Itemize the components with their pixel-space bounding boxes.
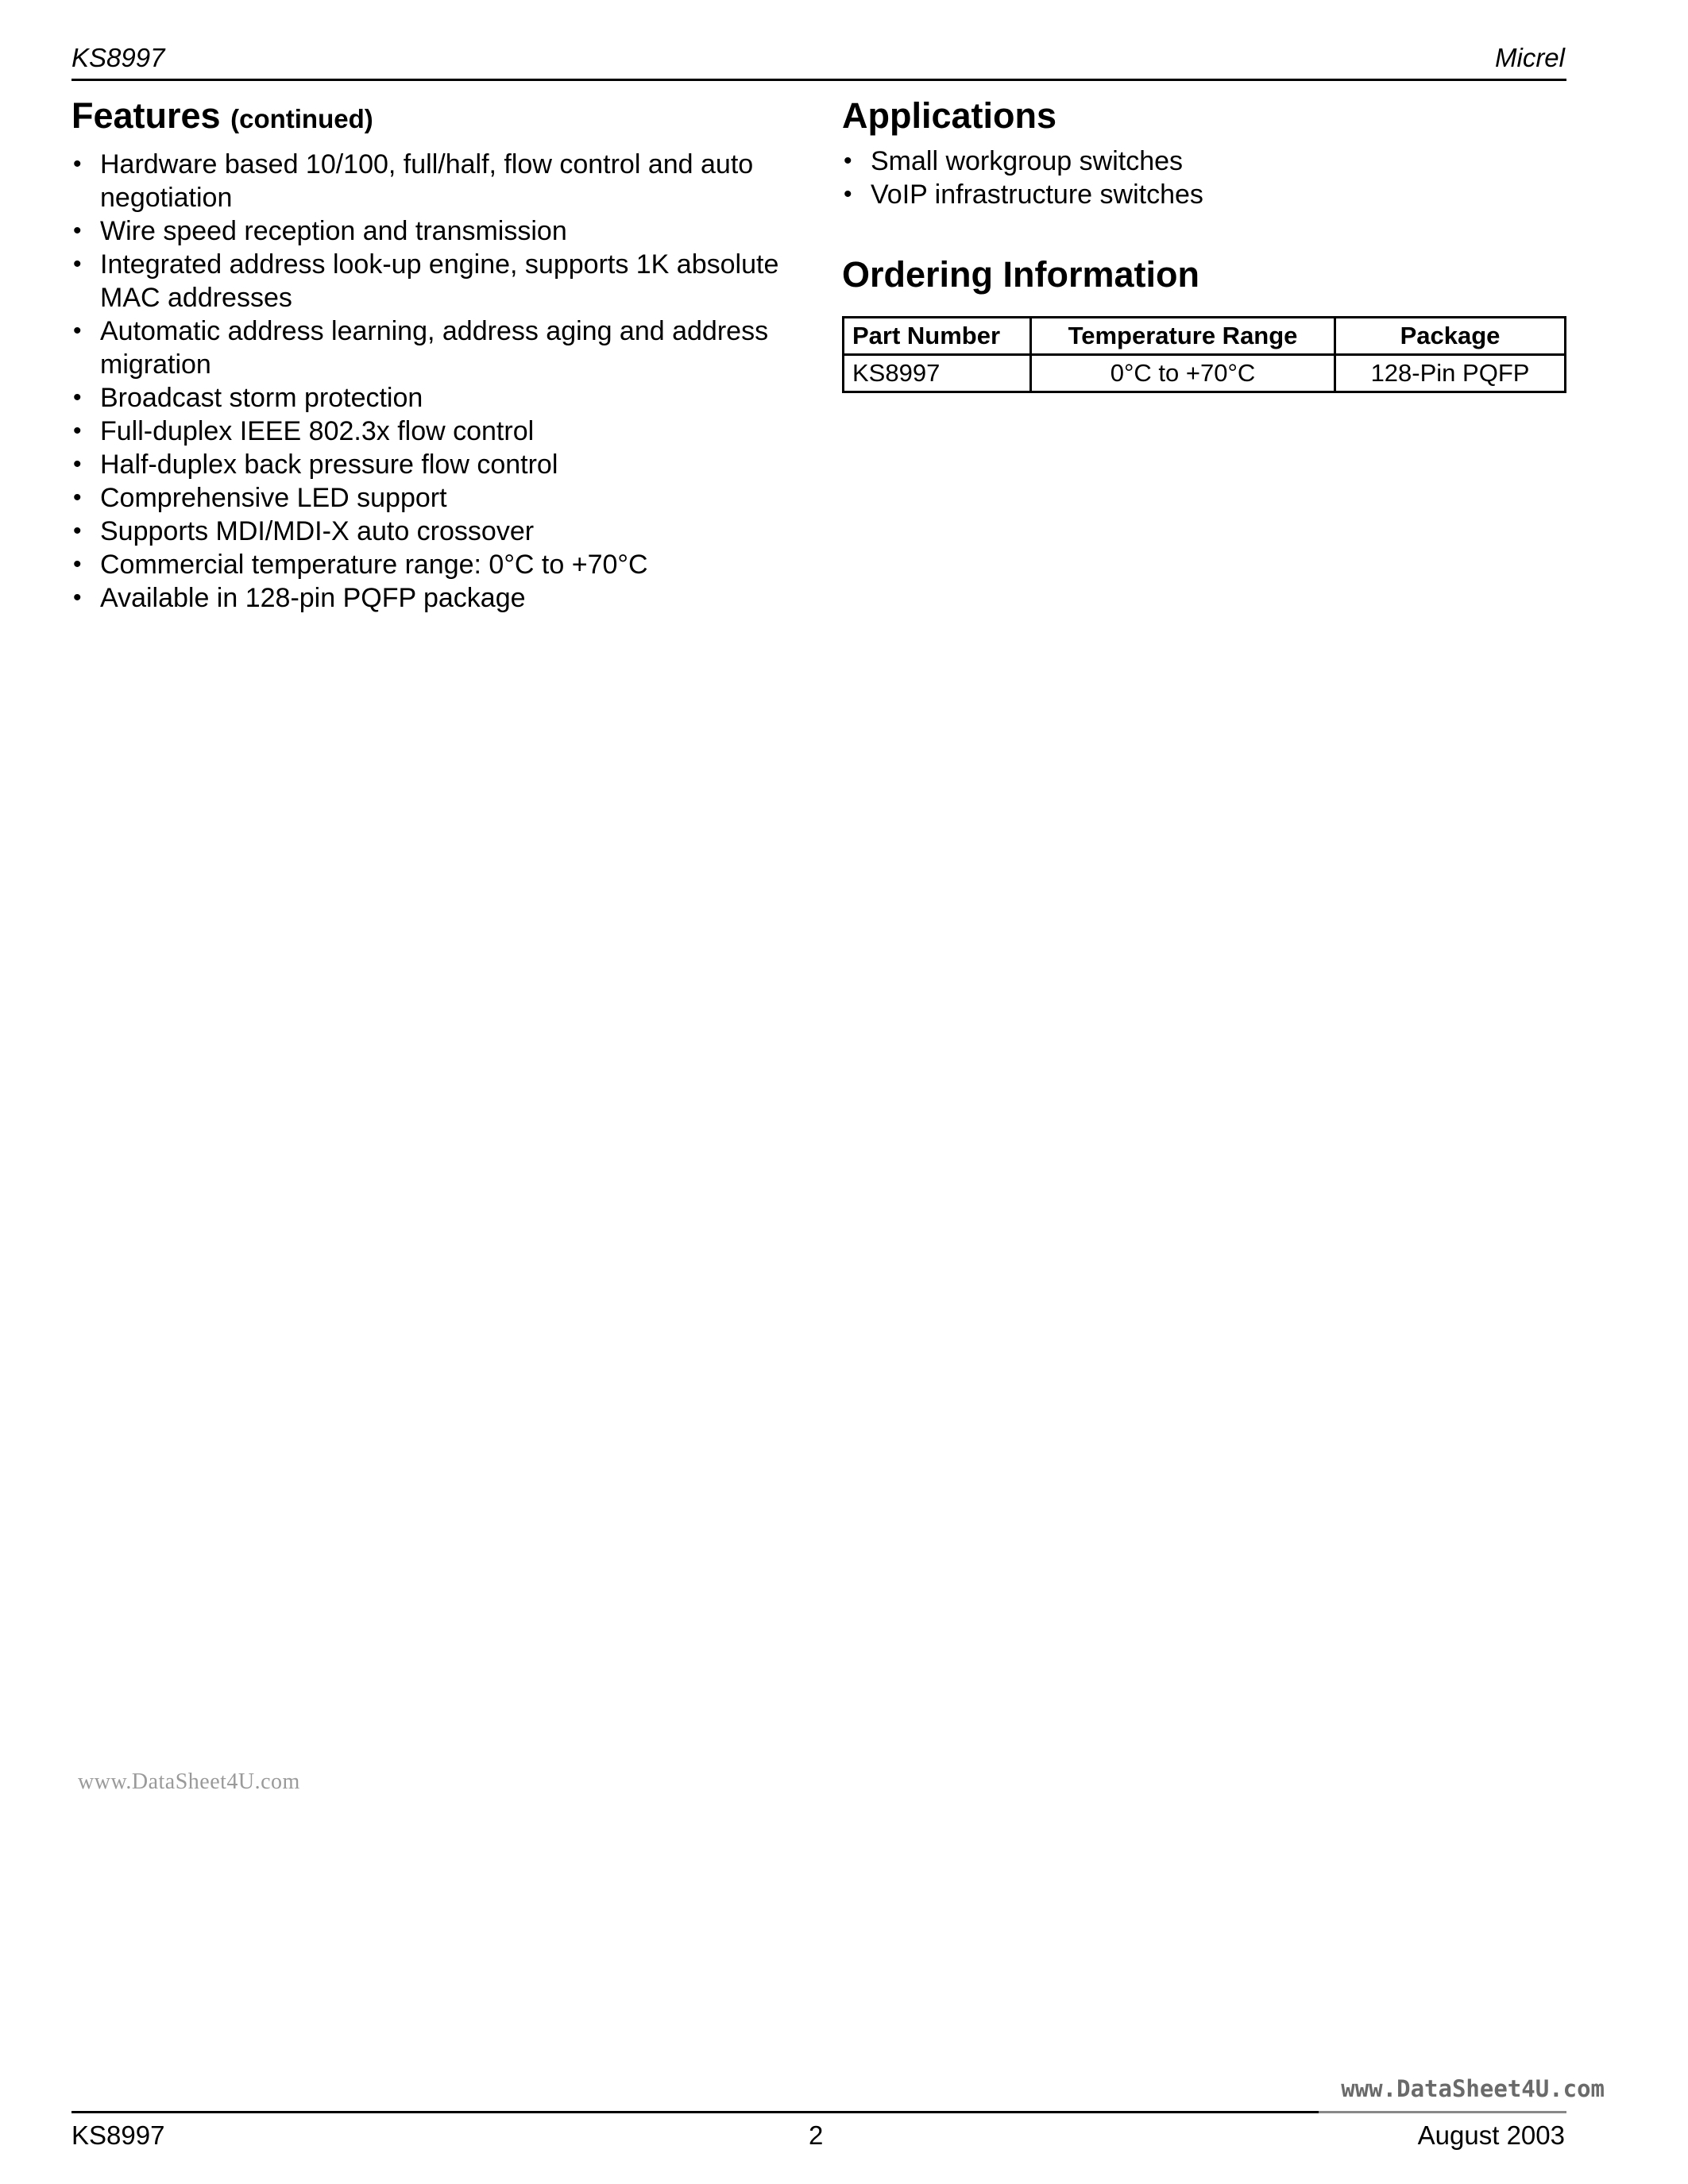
right-column xyxy=(842,94,1566,393)
list-item: • Commercial temperature range: 0°C to +70°C xyxy=(71,548,802,581)
ordering-title: Ordering Information xyxy=(842,254,1199,295)
features-title xyxy=(71,94,802,141)
header-company: Micrel xyxy=(1495,43,1565,72)
header-part-number: KS8997 xyxy=(71,43,165,72)
features-section xyxy=(71,94,802,615)
applications-list xyxy=(842,145,1566,211)
ordering-table xyxy=(842,316,1566,393)
applications-title: Applications xyxy=(842,95,1057,136)
cell-part-number: KS8997 xyxy=(844,355,1031,392)
watermark-text: www.DataSheet4U.com xyxy=(78,1769,300,1794)
list-item: • Small workgroup switches xyxy=(842,145,1566,178)
table-header-row xyxy=(844,318,1566,355)
footer-part-number: KS8997 xyxy=(71,2120,165,2150)
column-header-part-number: Part Number xyxy=(844,318,1031,355)
list-item: • Integrated address look-up engine, supports 1K absolute MAC addresses xyxy=(71,248,802,314)
list-item: • Full-duplex IEEE 802.3x flow control xyxy=(71,415,802,448)
list-item: • Half-duplex back pressure flow control xyxy=(71,448,802,481)
cell-package: 128-Pin PQFP xyxy=(1335,355,1566,392)
column-header-temperature-range: Temperature Range xyxy=(1031,318,1335,355)
list-item: • Wire speed reception and transmission xyxy=(71,214,802,248)
list-item: • VoIP infrastructure switches xyxy=(842,178,1566,211)
list-item: • Available in 128-pin PQFP package xyxy=(71,581,802,615)
footer-rule-light xyxy=(1319,2111,1566,2113)
footer-rule xyxy=(71,2111,1319,2113)
features-title-main: Features xyxy=(71,95,221,136)
cell-temperature-range: 0°C to +70°C xyxy=(1031,355,1335,392)
list-item: • Supports MDI/MDI-X auto crossover xyxy=(71,515,802,548)
footer-watermark-text: www.DataSheet4U.com xyxy=(1341,2075,1605,2102)
list-item: • Hardware based 10/100, full/half, flow control and auto negotiation xyxy=(71,148,802,214)
list-item: • Broadcast storm protection xyxy=(71,381,802,415)
list-item: • Comprehensive LED support xyxy=(71,481,802,515)
list-item: • Automatic address learning, address aging and address migration xyxy=(71,314,802,381)
features-title-suffix: (continued) xyxy=(230,104,373,133)
footer-date: August 2003 xyxy=(1417,2120,1565,2150)
features-list xyxy=(71,148,802,615)
footer-page-number: 2 xyxy=(809,2120,824,2150)
table-row xyxy=(844,355,1566,392)
column-header-package: Package xyxy=(1335,318,1566,355)
header-rule xyxy=(71,79,1566,81)
